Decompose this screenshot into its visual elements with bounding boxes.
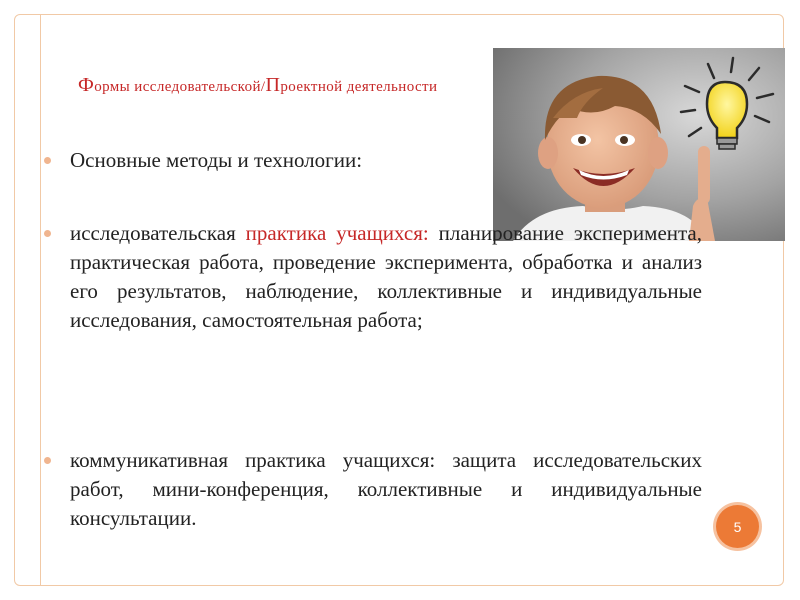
research-practice-rest: планирование эксперимента, практическая работа, проведение эксперимента, обработка и анализ его результатов, наблюдение, коллективные и индивидуальные исследования, самостоятельная работа; (70, 221, 703, 332)
research-practice-highlight: практика учащихся: (245, 221, 429, 245)
research-practice-text (70, 219, 702, 335)
bullet-intro (44, 157, 51, 164)
child-lightbulb-photo (493, 48, 785, 241)
child-with-lightbulb-icon (493, 48, 785, 241)
intro-text: Основные методы и технологии: (70, 148, 363, 172)
research-practice-lead: исследовательская (70, 221, 246, 245)
communicative-practice-text: коммуникативная практика учащихся: защита исследовательских работ, мини-конференция, коллективные и индивидуальные консультации. (70, 448, 702, 530)
left-border-line (40, 14, 41, 586)
page-number-badge: 5 (716, 505, 759, 548)
bullet-research-practice (44, 230, 51, 237)
slide-title: Формы исследовательской/Проектной деятельности (78, 74, 438, 96)
bullet-communicative-practice (44, 457, 51, 464)
